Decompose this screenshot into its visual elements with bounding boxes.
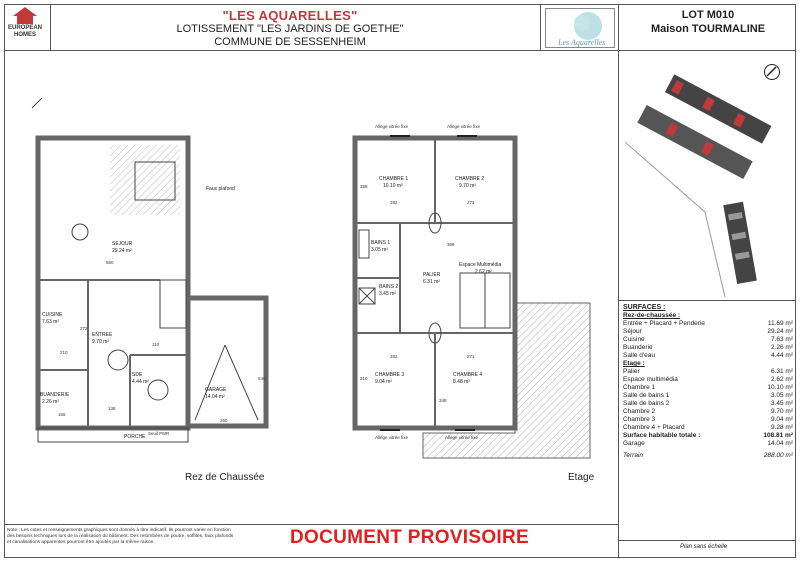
palier-area: 6.31 m² xyxy=(423,279,440,285)
sejour-label: SEJOUR xyxy=(112,241,133,247)
dim-272: 272 xyxy=(80,326,88,331)
entree-label: ENTREE xyxy=(92,332,113,338)
garage-door-line-2 xyxy=(225,345,258,420)
maison-name: Maison TOURMALINE xyxy=(650,23,766,35)
upper-floor-caption: Etage xyxy=(568,472,595,483)
surface-value: 3.45 m² xyxy=(770,400,793,407)
surfaces-title: SURFACES : xyxy=(623,304,666,311)
ch4-label: CHAMBRE 4 xyxy=(453,372,483,378)
surface-row xyxy=(623,392,793,400)
garage-label: GARAGE xyxy=(205,387,227,393)
surface-row xyxy=(623,400,793,408)
plan-north-mark xyxy=(32,98,42,108)
dim-155: 155 xyxy=(58,412,66,417)
allege-label-1: Allège vitrée fixe xyxy=(375,124,409,129)
aquarelles-logo xyxy=(545,8,615,48)
palier-label: PALIER xyxy=(423,272,441,278)
terrain-row xyxy=(623,452,793,460)
surface-row xyxy=(623,328,793,336)
document-provisoire-banner: DOCUMENT PROVISOIRE xyxy=(290,527,529,548)
header-divider xyxy=(4,50,796,51)
site-plan xyxy=(625,62,790,297)
surface-label: Palier xyxy=(623,368,640,375)
footer-divider xyxy=(4,524,618,525)
surface-value: 2.62 m² xyxy=(770,376,793,383)
dim-110: 110 xyxy=(152,342,160,347)
pmr-turning-circle xyxy=(72,224,88,240)
pmr-entree-circle xyxy=(108,350,128,370)
surface-value: 9.04 m² xyxy=(770,416,793,423)
dim-282-top: 282 xyxy=(390,200,398,205)
surface-value: 10.10 m² xyxy=(767,384,793,391)
espace-label: Espace Multimédia xyxy=(459,262,502,268)
pmr-sde-circle xyxy=(148,380,168,400)
house-roof-icon xyxy=(13,7,37,16)
surface-row xyxy=(623,376,793,384)
staircase xyxy=(160,280,186,328)
ch4-area: 8.48 m² xyxy=(453,379,470,385)
total-value: 108.81 m² xyxy=(763,432,793,439)
dim-348: 348 xyxy=(439,398,447,403)
dim-358: 358 xyxy=(360,184,368,189)
sde-label: SDE xyxy=(132,372,143,378)
bains2-area: 3.45 m² xyxy=(379,291,396,297)
faux-plafond-label: Faux plafond xyxy=(206,186,235,192)
bains2-label: BAINS 2 xyxy=(379,284,399,290)
ch3-area: 9.04 m² xyxy=(375,379,392,385)
surface-row xyxy=(623,384,793,392)
cuisine-label: CUISINE xyxy=(42,312,63,318)
garage-row xyxy=(623,440,793,448)
bathtub-1 xyxy=(359,230,369,258)
footer-note xyxy=(7,528,237,546)
surface-value: 9.70 m² xyxy=(770,408,793,415)
site-road xyxy=(625,142,725,297)
european-homes-logo xyxy=(5,5,45,49)
ch2-area: 9.70 m² xyxy=(459,183,476,189)
commune: COMMUNE DE SESSENHEIM xyxy=(214,36,366,48)
dim-540: 540 xyxy=(258,376,266,381)
garage-row-value: 14.04 m² xyxy=(767,440,793,447)
bains1-area: 3.05 m² xyxy=(371,247,388,253)
surface-value: 7.63 m² xyxy=(770,336,793,343)
site-block-row-2 xyxy=(723,202,757,284)
surface-label: Chambre 1 xyxy=(623,384,656,391)
terrain-value: 288.00 m² xyxy=(763,452,793,459)
surface-label: Entrée + Placard + Penderie xyxy=(623,320,706,327)
surface-row xyxy=(623,320,793,328)
ground-floor-plan xyxy=(20,90,290,470)
surface-row xyxy=(623,336,793,344)
right-column-divider xyxy=(618,4,619,558)
surface-label: Salle d'eau xyxy=(623,352,655,359)
surface-label: Salle de bains 2 xyxy=(623,400,670,407)
project-subtitle: LOTISSEMENT "LES JARDINS DE GOETHE" xyxy=(176,23,404,35)
dim-271-bottom: 271 xyxy=(467,354,475,359)
upper-floor-plan xyxy=(335,118,615,463)
title-divider xyxy=(540,4,541,50)
surface-row xyxy=(623,352,793,360)
porche-label: PORCHE xyxy=(124,434,146,440)
lot-block xyxy=(620,8,796,36)
dim-368: 368 xyxy=(447,242,455,247)
surface-label: Chambre 2 xyxy=(623,408,656,415)
total-label: Surface habitable totale : xyxy=(623,432,701,439)
ch3-label: CHAMBRE 3 xyxy=(375,372,405,378)
surfaces-table xyxy=(623,304,793,460)
allege-label-4: Allège vitrée fixe xyxy=(445,435,479,440)
dim-210: 210 xyxy=(60,350,68,355)
total-row xyxy=(623,432,793,440)
sejour-area: 29.24 m² xyxy=(112,248,132,254)
surface-value: 11.69 m² xyxy=(767,320,793,327)
logo-divider xyxy=(50,4,51,50)
espace-area: 2.62 m² xyxy=(475,269,492,275)
surface-value: 9.28 m² xyxy=(770,424,793,431)
ch1-area: 10.10 m² xyxy=(383,183,403,189)
surface-label: Cuisine xyxy=(623,336,645,343)
ch2-label: CHAMBRE 2 xyxy=(455,176,485,182)
surface-value: 3.05 m² xyxy=(770,392,793,399)
etage-title: Etage : xyxy=(623,360,645,367)
note-title: Note : xyxy=(7,528,20,533)
scale-note: Plan sans échelle xyxy=(680,544,728,550)
sde-area: 4.44 m² xyxy=(132,379,149,385)
brand-name: EUROPEAN HOMES xyxy=(7,25,42,38)
garage-outline xyxy=(188,298,266,426)
surfaces-divider xyxy=(618,300,796,301)
surface-row xyxy=(623,416,793,424)
seuil-label: Seuil PMR xyxy=(148,431,170,436)
dim-138: 138 xyxy=(108,406,116,411)
aquarelles-logo-text: Les Aquarelles xyxy=(558,38,606,47)
surface-label: Salle de bains 1 xyxy=(623,392,670,399)
allege-label-3: Allège vitrée fixe xyxy=(375,435,409,440)
echelle-divider xyxy=(618,540,796,541)
dim-260: 260 xyxy=(220,418,228,423)
rdc-title: Rez-de-chaussée : xyxy=(623,312,681,319)
house-body-icon xyxy=(17,16,33,24)
ch1-label: CHAMBRE 1 xyxy=(379,176,409,182)
surface-label: Chambre 4 + Placard xyxy=(623,424,685,431)
surface-label: Chambre 3 xyxy=(623,416,656,423)
dim-282-bottom: 282 xyxy=(390,354,398,359)
surface-label: Buanderie xyxy=(623,344,653,351)
surface-label: Séjour xyxy=(623,328,642,335)
title-block xyxy=(130,8,450,49)
surface-label: Espace multimédia xyxy=(623,376,678,383)
surface-value: 2.26 m² xyxy=(770,344,793,351)
etage-list xyxy=(623,368,793,432)
site-block-row-1 xyxy=(637,70,771,179)
surface-value: 4.44 m² xyxy=(770,352,793,359)
project-title: "LES AQUARELLES" xyxy=(222,8,358,23)
garage-door-line xyxy=(195,345,225,420)
buanderie-label: BUANDERIE xyxy=(40,392,70,398)
surface-row xyxy=(623,424,793,432)
bains1-label: BAINS 1 xyxy=(371,240,391,246)
surface-row xyxy=(623,408,793,416)
rdc-list xyxy=(623,320,793,360)
terrain-label: Terrain xyxy=(623,452,643,459)
dim-271-top: 271 xyxy=(467,200,475,205)
dim-310: 310 xyxy=(360,376,368,381)
note-text: Les cotes et renseignements graphiques sont donnés à titre indicatif. Ils pourront varier en fonction des besoins techniques lors de la réalisation du bâtiment. Des retombées de poutre, soffites, faux plafonds et canalisations apparentes pourront être ajoutés par la même raison. xyxy=(7,528,234,545)
lot-number: LOT M010 xyxy=(681,9,735,21)
surface-row xyxy=(623,368,793,376)
cuisine-area: 7.63 m² xyxy=(42,319,59,325)
garage-area: 14.04 m² xyxy=(205,394,225,400)
dim-560: 560 xyxy=(106,260,114,265)
allege-label-2: Allège vitrée fixe xyxy=(447,124,481,129)
entree-area: 9.70 m² xyxy=(92,339,109,345)
faux-plafond-zone xyxy=(110,145,180,215)
garage-row-label: Garage xyxy=(623,440,645,447)
surface-row xyxy=(623,344,793,352)
surface-value: 29.24 m² xyxy=(767,328,793,335)
ground-floor-caption: Rez de Chaussée xyxy=(185,472,265,483)
surface-value: 6.31 m² xyxy=(770,368,793,375)
aquarelles-watercolor-icon xyxy=(546,9,616,49)
buanderie-area: 2.26 m² xyxy=(42,399,59,405)
